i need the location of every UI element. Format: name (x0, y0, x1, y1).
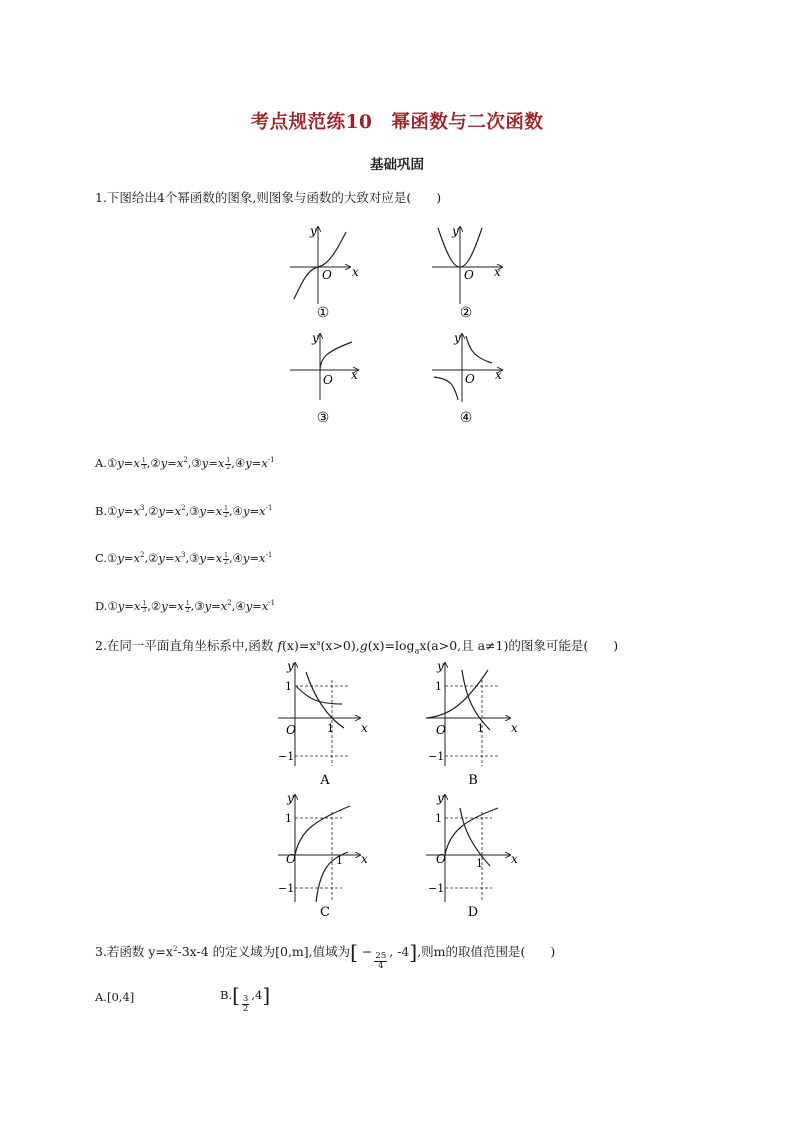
q2-g: g (359, 638, 368, 654)
exponent: 2 (183, 456, 188, 464)
exponent-fraction: $\frac{1}{2}$ (185, 600, 190, 614)
exponent: 2 (181, 504, 186, 512)
option-term: ③y=x $\frac{1}{2}$ , (191, 455, 235, 471)
x-label-2: x (494, 265, 501, 279)
origin-label-1: O (322, 268, 332, 282)
option-term: $④y=x^{-1}$ (232, 503, 273, 518)
q3-range-rest: -4 (397, 944, 410, 960)
y-label-1: y (310, 224, 317, 238)
curve-b-1 (426, 670, 488, 718)
q3-option-b (220, 983, 271, 1014)
exponent: 2 (227, 599, 232, 607)
q3-option-b-rest: ,4 (251, 988, 263, 1002)
q2-f-rest: (x)=x (282, 638, 317, 654)
curve-a-2 (306, 672, 344, 728)
origin-label-3: O (323, 373, 333, 387)
origin-label-c: O (286, 852, 296, 866)
exponent: 2 (139, 551, 145, 559)
y-label-a: y (287, 659, 294, 673)
tick-c-y1: 1 (285, 812, 292, 825)
q1-option-b (95, 499, 272, 520)
q2-f-tail: (x>0), (320, 638, 360, 654)
exponent-fraction: $\frac{1}{2}$ (226, 457, 231, 471)
exponent-fraction: $\frac{1}{3}$ (141, 457, 146, 471)
option-term: ③y=x $\frac{1}{2}$ , (189, 503, 233, 519)
option-term: $②y=x^2$, (148, 503, 190, 518)
curve-d-2 (460, 808, 490, 866)
q1-option-d (95, 594, 275, 615)
q2-stem-a: 2.在同一平面直角坐标系中,函数 (95, 638, 278, 654)
option-term: ②y=x $\frac{1}{2}$ , (150, 598, 195, 614)
q2-f-exp: a (316, 639, 321, 647)
q3-option-a: A.[0,4] (95, 990, 135, 1004)
tick-a-yneg1: −1 (278, 750, 295, 763)
option-term: $④y=x^{-1}$ (232, 550, 273, 565)
curve-d-1 (445, 808, 498, 855)
y-label-b: y (437, 659, 444, 673)
q1-option-c (95, 546, 272, 567)
origin-label-b: O (436, 723, 446, 737)
question-3-stem: 3.若函数 $y=x^2-3x-4$ 的定义域为[0,m],值域为[ − $\frac{25}{4}$ , -4],则m的取值范围是( ) (95, 940, 556, 972)
option-term: ③y=x $\frac{1}{2}$ , (189, 550, 233, 566)
graph-3 (290, 331, 358, 400)
exponent: 3 (140, 504, 145, 512)
option-term: $③y=x^2$, (194, 598, 236, 613)
tick-d-y1: 1 (435, 812, 442, 825)
q3-stem-b: -3x-4 的定义域为[0,m],值域为 (177, 944, 351, 960)
graph-a (278, 659, 368, 766)
graph-label-a: A (320, 773, 330, 788)
tick-b-yneg1: −1 (428, 750, 445, 763)
curve-graph-4-left (434, 377, 458, 400)
exponent-fraction: $\frac{1}{2}$ (224, 552, 228, 566)
origin-label-d: O (436, 852, 446, 866)
origin-label-2: O (464, 268, 474, 282)
curve-c-1 (295, 806, 350, 855)
graph-label-b: B (468, 773, 478, 788)
exponent: -1 (265, 504, 273, 512)
option-term: ①y=x $\frac{1}{3}$ , (106, 455, 151, 471)
option-letter: A. (95, 455, 107, 470)
page-title: 考点规范练10 幂函数与二次函数 (250, 112, 544, 133)
option-letter: B. (95, 503, 108, 518)
q3-option-b-bracket-r: ] (262, 983, 271, 1007)
exponent: -1 (265, 551, 273, 559)
option-term: $④y=x^{-1}$ (235, 598, 276, 613)
option-letter: D. (95, 598, 108, 613)
origin-label-a: O (286, 723, 296, 737)
q3-option-b-num: 3 (242, 994, 249, 1004)
option-term: $①y=x^3$, (107, 503, 149, 518)
graph-label-d: D (467, 905, 479, 920)
tick-d-yneg1: −1 (428, 882, 445, 895)
q2-graphs (270, 658, 530, 923)
graph-1 (290, 224, 359, 304)
tick-d-x1: 1 (476, 857, 483, 870)
exponent-fraction: $\frac{1}{2}$ (224, 505, 228, 519)
graph-2 (432, 224, 502, 304)
q2-g-tail: x(a>0,且 a≠1)的图象可能是( ) (419, 638, 619, 654)
y-label-4: y (454, 331, 461, 345)
y-label-3: y (312, 331, 319, 345)
q1-graphs (280, 222, 520, 430)
x-label-4: x (495, 368, 502, 382)
x-label-c: x (361, 852, 368, 866)
question-1-stem: 1.下图给出4个幂函数的图象,则图象与函数的大致对应是( ) (95, 190, 442, 205)
q3-range-den: 4 (378, 961, 384, 972)
q3-bracket-right: ] (409, 940, 418, 965)
y-label-d: y (437, 791, 444, 805)
q3-option-b-bracket-l: [ (232, 983, 240, 1007)
tick-b-x1: 1 (477, 722, 484, 735)
graph-c (278, 791, 368, 902)
graph-label-4: ④ (459, 410, 473, 426)
option-letter: C. (95, 550, 108, 565)
q2-g-sub: a (414, 646, 420, 656)
option-term: $②y=x^2$, (150, 455, 192, 470)
tick-c-x1: 1 (336, 854, 343, 867)
q3-range-num: 25 (375, 951, 387, 962)
question-2-stem (95, 634, 618, 661)
origin-label-4: O (465, 372, 475, 386)
option-term: ①y=x $\frac{1}{3}$ , (107, 598, 151, 614)
q3-bracket-left: [ (350, 940, 358, 965)
tick-a-x1: 1 (327, 722, 334, 735)
q3-stem-c: ,则m的取值范围是( ) (417, 944, 556, 960)
exponent-fraction: $\frac{1}{3}$ (142, 600, 147, 614)
graph-b (426, 659, 518, 766)
graph-label-2: ② (459, 305, 473, 321)
tick-c-yneg1: −1 (278, 882, 295, 895)
x-label-d: x (511, 852, 518, 866)
exponent: 3 (181, 551, 186, 559)
q3-option-b-den: 2 (242, 1004, 249, 1014)
q2-f: f (277, 638, 283, 654)
option-term: $④y=x^{-1}$ (234, 455, 275, 470)
graph-label-c: C (320, 905, 330, 920)
graph-d (426, 791, 518, 902)
q1-option-a (95, 451, 275, 472)
q3-option-b-frac (242, 995, 249, 1014)
curve-graph-4-right (466, 336, 492, 363)
exponent: -1 (268, 599, 276, 607)
y-label-c: y (287, 791, 294, 805)
q3-range-frac (374, 952, 387, 971)
exponent: -1 (267, 456, 275, 464)
x-label-3: x (351, 368, 358, 382)
x-label-b: x (511, 721, 518, 735)
curve-b-2 (462, 670, 490, 730)
section-heading: 基础巩固 (370, 157, 424, 173)
curve-graph-1 (294, 232, 346, 299)
graph-4 (432, 331, 502, 402)
curve-graph-3 (320, 342, 352, 370)
graph-label-3: ③ (316, 410, 330, 426)
q3-stem-exp: 2 (173, 945, 178, 953)
tick-a-y1: 1 (285, 680, 292, 693)
option-term: $①y=x^2$, (107, 550, 149, 565)
x-label-1: x (352, 265, 359, 279)
x-label-a: x (361, 721, 368, 735)
q3-option-b-letter: B. (220, 988, 233, 1002)
y-label-2: y (452, 224, 459, 238)
q3-stem-a: 3.若函数 y=x (95, 944, 173, 960)
tick-b-y1: 1 (435, 680, 442, 693)
q2-g-rest: (x)=log (367, 638, 415, 654)
graph-label-1: ① (316, 305, 330, 321)
option-term: $②y=x^3$, (148, 550, 190, 565)
